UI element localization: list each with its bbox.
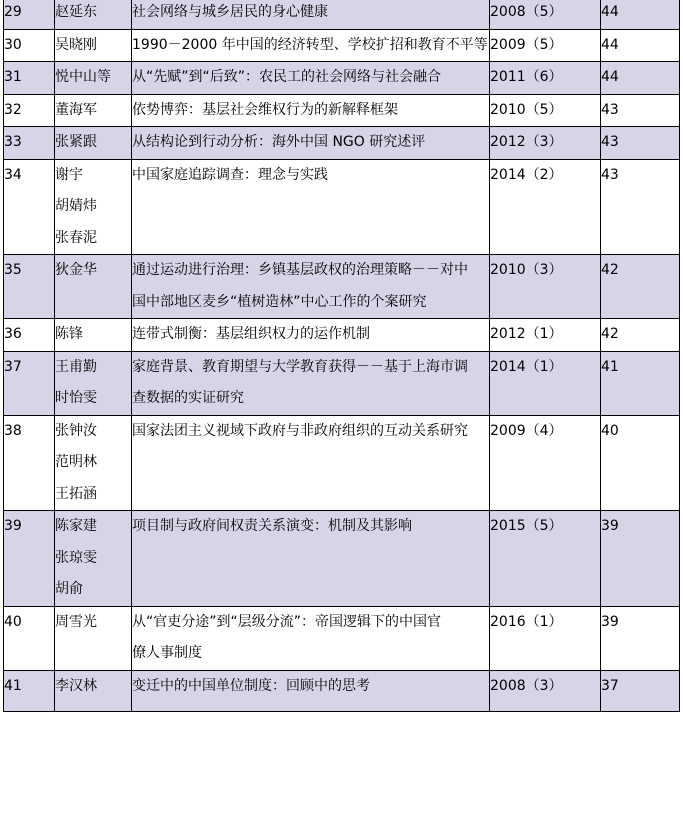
year-issue-cell	[490, 29, 601, 62]
paper-title-line: 依势博弈：基层社会维权行为的新解释框架	[132, 101, 398, 118]
citation-count: 42	[601, 326, 619, 342]
paper-title-line: 国中部地区麦乡“植树造林”中心工作的个案研究	[132, 293, 427, 310]
author-cell	[55, 159, 132, 255]
author-name: 陈家建	[55, 518, 97, 534]
title-cell	[132, 127, 490, 160]
year-issue-cell	[490, 606, 601, 670]
author-name: 李汉林	[55, 677, 97, 694]
row-number: 30	[4, 36, 22, 53]
year-issue: 2014（1）	[490, 358, 563, 375]
year-issue-cell	[490, 670, 601, 711]
row-number: 36	[4, 326, 22, 342]
citation-count: 42	[601, 262, 619, 278]
author-name: 张紧跟	[55, 134, 97, 150]
row-number: 29	[4, 4, 22, 20]
table-row	[4, 29, 680, 62]
table-row	[4, 159, 680, 255]
paper-title-line: 从“官吏分途”到“层级分流”：帝国逻辑下的中国官	[132, 613, 442, 630]
table-body	[4, 0, 680, 711]
year-issue-cell	[490, 159, 601, 255]
table-row	[4, 415, 680, 511]
title-cell	[132, 94, 490, 127]
year-issue: 2009（5）	[490, 36, 563, 53]
year-issue-cell	[490, 0, 601, 29]
author-name: 谢宇	[55, 166, 83, 183]
title-cell	[132, 29, 490, 62]
row-number-cell	[4, 319, 55, 352]
author-name: 张钟汝	[55, 422, 97, 439]
title-cell	[132, 415, 490, 511]
author-name: 胡婧炜	[55, 198, 97, 214]
year-issue: 2010（3）	[490, 262, 563, 278]
row-number: 35	[4, 262, 22, 278]
table-row	[4, 62, 680, 95]
table-row	[4, 511, 680, 607]
paper-title-line: 1990－2000 年中国的经济转型、学校扩招和教育不平等	[132, 36, 488, 53]
author-cell	[55, 351, 132, 415]
author-name: 周雪光	[55, 613, 97, 630]
author-name: 陈锋	[55, 326, 83, 342]
author-name: 赵延东	[55, 4, 97, 20]
citation-count-cell	[601, 29, 680, 62]
author-cell	[55, 255, 132, 319]
row-number-cell	[4, 415, 55, 511]
citation-count: 39	[601, 613, 619, 630]
year-issue-cell	[490, 351, 601, 415]
row-number-cell	[4, 127, 55, 160]
title-cell	[132, 62, 490, 95]
paper-title-line: 国家法团主义视域下政府与非政府组织的互动关系研究	[132, 422, 468, 439]
citation-count: 41	[601, 358, 619, 375]
table-row	[4, 351, 680, 415]
citation-count: 40	[601, 422, 619, 439]
title-cell	[132, 159, 490, 255]
author-cell	[55, 0, 132, 29]
row-number: 32	[4, 101, 22, 118]
author-name: 董海军	[55, 101, 97, 118]
author-name: 胡俞	[55, 581, 83, 597]
paper-title-line: 项目制与政府间权责关系演变：机制及其影响	[132, 518, 412, 534]
paper-title-line: 查数据的实证研究	[132, 390, 244, 406]
citation-count-cell	[601, 159, 680, 255]
paper-title-line: 通过运动进行治理：乡镇基层政权的治理策略－－对中	[132, 262, 468, 278]
author-name: 张琼雯	[55, 549, 97, 566]
citation-count-cell	[601, 0, 680, 29]
author-name: 吴晓刚	[55, 36, 97, 53]
row-number-cell	[4, 62, 55, 95]
year-issue: 2012（1）	[490, 326, 563, 342]
table-row	[4, 319, 680, 352]
citation-count: 43	[601, 101, 619, 118]
author-name: 范明林	[55, 454, 97, 470]
paper-title-line: 连带式制衡：基层组织权力的运作机制	[132, 326, 370, 342]
year-issue: 2011（6）	[490, 69, 563, 85]
citation-count-cell	[601, 606, 680, 670]
author-name: 时怡雯	[55, 390, 97, 406]
author-name: 狄金华	[55, 262, 97, 278]
citation-count: 44	[601, 4, 619, 20]
year-issue: 2008（3）	[490, 677, 563, 694]
row-number: 40	[4, 613, 22, 630]
table-row	[4, 127, 680, 160]
citation-count-cell	[601, 670, 680, 711]
citation-count-cell	[601, 351, 680, 415]
author-name: 王甫勤	[55, 358, 97, 375]
table-row	[4, 670, 680, 711]
citation-count-cell	[601, 62, 680, 95]
title-cell	[132, 351, 490, 415]
citation-count: 43	[601, 134, 619, 150]
author-cell	[55, 670, 132, 711]
author-cell	[55, 62, 132, 95]
year-issue: 2009（4）	[490, 422, 563, 439]
citation-count-cell	[601, 511, 680, 607]
author-cell	[55, 29, 132, 62]
year-issue-cell	[490, 62, 601, 95]
paper-title-line: 社会网络与城乡居民的身心健康	[132, 4, 328, 20]
year-issue: 2008（5）	[490, 4, 563, 20]
paper-title-line: 中国家庭追踪调查：理念与实践	[132, 166, 328, 183]
title-cell	[132, 0, 490, 29]
year-issue-cell	[490, 415, 601, 511]
table-row	[4, 255, 680, 319]
author-cell	[55, 415, 132, 511]
row-number-cell	[4, 670, 55, 711]
citation-count-cell	[601, 94, 680, 127]
author-cell	[55, 127, 132, 160]
citation-count: 44	[601, 36, 619, 53]
author-name: 张春泥	[55, 229, 97, 246]
paper-title-line: 从结构论到行动分析：海外中国 NGO 研究述评	[132, 134, 426, 150]
citation-count: 43	[601, 166, 619, 183]
paper-title-line: 变迁中的中国单位制度：回顾中的思考	[132, 677, 370, 694]
row-number: 37	[4, 358, 22, 375]
year-issue-cell	[490, 255, 601, 319]
year-issue: 2010（5）	[490, 101, 563, 118]
row-number: 39	[4, 518, 22, 534]
citation-count: 39	[601, 518, 619, 534]
year-issue-cell	[490, 127, 601, 160]
author-name: 王拓涵	[55, 485, 97, 502]
table-row	[4, 94, 680, 127]
year-issue: 2016（1）	[490, 613, 563, 630]
author-cell	[55, 94, 132, 127]
table-row	[4, 0, 680, 29]
table-row	[4, 606, 680, 670]
row-number: 33	[4, 134, 22, 150]
title-cell	[132, 511, 490, 607]
year-issue-cell	[490, 511, 601, 607]
year-issue-cell	[490, 94, 601, 127]
citation-count-cell	[601, 415, 680, 511]
row-number-cell	[4, 351, 55, 415]
year-issue-cell	[490, 319, 601, 352]
row-number: 34	[4, 166, 22, 183]
citation-count-cell	[601, 319, 680, 352]
author-cell	[55, 606, 132, 670]
year-issue: 2015（5）	[490, 518, 563, 534]
row-number: 38	[4, 422, 22, 439]
year-issue: 2014（2）	[490, 166, 563, 183]
citation-table	[3, 0, 680, 712]
row-number-cell	[4, 511, 55, 607]
paper-title-line: 从“先赋”到“后致”：农民工的社会网络与社会融合	[132, 69, 442, 85]
row-number-cell	[4, 94, 55, 127]
author-name: 悦中山等	[55, 69, 111, 85]
author-cell	[55, 511, 132, 607]
title-cell	[132, 670, 490, 711]
row-number-cell	[4, 606, 55, 670]
row-number-cell	[4, 29, 55, 62]
year-issue: 2012（3）	[490, 134, 563, 150]
title-cell	[132, 606, 490, 670]
paper-title-line: 僚人事制度	[132, 645, 202, 661]
row-number-cell	[4, 159, 55, 255]
author-cell	[55, 319, 132, 352]
citation-count-cell	[601, 127, 680, 160]
citation-count: 44	[601, 69, 619, 85]
citation-count-cell	[601, 255, 680, 319]
row-number-cell	[4, 255, 55, 319]
title-cell	[132, 319, 490, 352]
row-number-cell	[4, 0, 55, 29]
row-number: 31	[4, 69, 22, 85]
citation-count: 37	[601, 677, 619, 694]
row-number: 41	[4, 677, 22, 694]
paper-title-line: 家庭背景、教育期望与大学教育获得－－基于上海市调	[132, 358, 468, 375]
title-cell	[132, 255, 490, 319]
